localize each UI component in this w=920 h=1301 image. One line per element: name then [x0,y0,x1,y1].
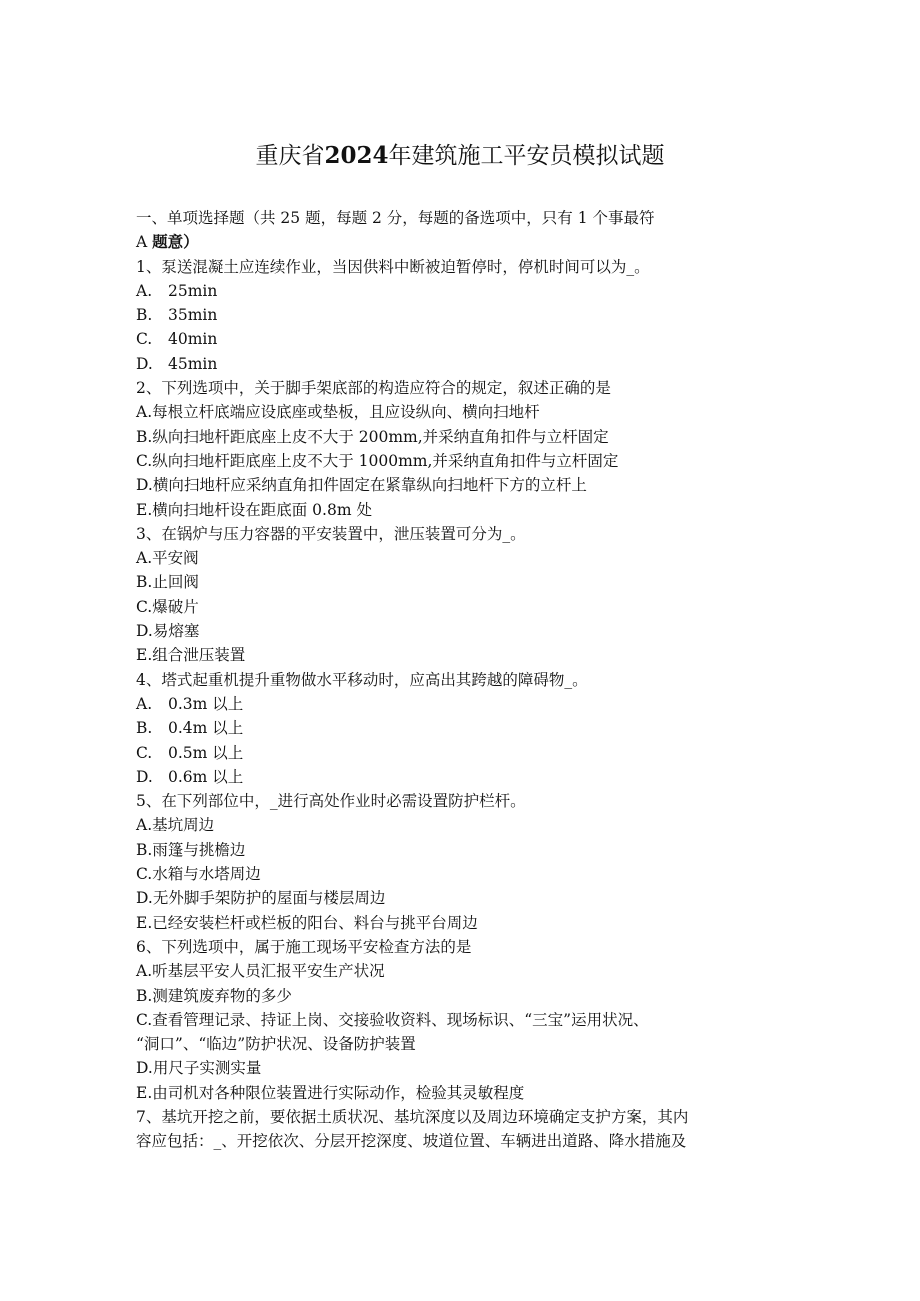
option-label: D. [136,354,153,373]
option-text: 无外脚手架防护的屋面与楼层周边 [152,889,386,908]
option-label: C. [136,1010,153,1029]
option-text: 0.4m 以上 [168,719,244,738]
question-7 [136,1105,796,1154]
option-text: 横向扫地杆设在距底面 0.8m 处 [152,500,372,519]
option-text: 雨篷与挑檐边 [152,840,246,859]
option-text: 测建筑废弃物的多少 [152,986,292,1005]
option-c [136,595,796,619]
question-stem: 6、下列选项中，属于施工现场平安检查方法的是 [136,937,472,956]
option-label: A. [136,403,153,422]
question-list [136,255,796,1154]
option-c [136,327,796,351]
option-text: 查看管理记录、持证上岗、交接验收资料、现场标识、“三宝”运用状况、 [152,1010,649,1029]
option-d [136,352,796,376]
option-text: 组合泄压装置 [152,646,246,665]
option-label: C. [136,597,153,616]
option-b [136,838,796,862]
question-stem: 4、塔式起重机提升重物做水平移动时，应高出其跨越的障碍物_。 [136,670,588,689]
option-text: 水箱与水塔周边 [152,865,261,884]
title-prefix: 重庆省 [255,143,325,169]
option-b [136,425,796,449]
option-label: E. [136,913,153,932]
option-text: 40min [168,330,218,349]
option-text: 平安阀 [152,549,199,568]
option-label: E. [136,1083,153,1102]
option-d [136,886,796,910]
section-heading-line1: 一、单项选择题（共 25 题，每题 2 分，每题的备选项中，只有 1 个事最符 [136,209,655,227]
option-c [136,862,796,886]
option-text-continued: “洞口”、“临边”防护状况、设备防护装置 [136,1035,416,1054]
option-label: B. [136,306,153,325]
option-text: 爆破片 [152,597,199,616]
option-text: 25min [168,281,218,300]
option-text: 35min [168,306,218,325]
section-heading-suffix: 题意） [152,232,199,252]
question-1 [136,255,796,376]
option-text: 听基层平安人员汇报平安生产状况 [152,962,385,981]
option-d [136,1056,796,1080]
question-stem: 3、在锅炉与压力容器的平安装置中，泄压装置可分为_。 [136,524,526,543]
option-text: 横向扫地杆应采纳直角扣件固定在紧靠纵向扫地杆下方的立杆上 [152,476,587,495]
option-label: B. [136,427,153,446]
option-a [136,813,796,837]
option-a [136,692,796,716]
option-text: 易熔塞 [152,622,200,641]
option-e [136,643,796,667]
option-e [136,498,796,522]
option-c [136,741,796,765]
document-body [136,206,796,1154]
option-b [136,570,796,594]
option-a [136,400,796,424]
question-stem: 5、在下列部位中，_进行高处作业时必需设置防护栏杆。 [136,792,526,811]
section-heading-line2 [136,230,796,254]
option-label: C. [136,330,153,349]
option-label: A. [136,549,153,568]
option-label: D. [136,476,153,495]
question-4 [136,668,796,789]
question-3 [136,522,796,668]
option-label: B. [136,573,153,592]
option-text: 用尺子实测实量 [152,1059,262,1078]
option-label: D. [136,1059,153,1078]
option-c [136,449,796,473]
title-year: 2024 [324,142,389,169]
question-2 [136,376,796,522]
option-label: B. [136,986,153,1005]
option-a [136,279,796,303]
option-text: 纵向扫地杆距底座上皮不大于 200mm,并采纳直角扣件与立杆固定 [152,427,609,446]
option-label: D. [136,767,153,786]
option-label: C. [136,865,153,884]
option-a [136,546,796,570]
option-a [136,959,796,983]
option-label: E. [136,646,153,665]
option-d [136,473,796,497]
option-text: 0.5m 以上 [168,743,244,762]
option-label: A. [136,694,153,713]
option-b [136,984,796,1008]
option-label: D. [136,622,153,641]
option-text: 已经安装栏杆或栏板的阳台、料台与挑平台周边 [152,913,478,932]
option-d [136,765,796,789]
option-label: D. [136,889,153,908]
title-suffix: 年建筑施工平安员模拟试题 [388,143,665,169]
option-label: B. [136,840,153,859]
option-b [136,303,796,327]
option-label: A. [136,816,153,835]
option-text: 每根立杆底端应设底座或垫板，且应设纵向、横向扫地杆 [152,403,540,422]
question-6 [136,935,796,1105]
option-text: 0.6m 以上 [168,767,244,786]
question-5 [136,789,796,935]
option-text: 45min [168,354,218,373]
option-label: A. [136,281,153,300]
option-label: E. [136,500,153,519]
option-e [136,911,796,935]
section-heading-letter: A [136,233,153,252]
question-stem: 2、下列选项中，关于脚手架底部的构造应符合的规定，叙述正确的是 [136,379,611,398]
option-text: 止回阀 [152,573,199,592]
option-d [136,619,796,643]
option-text: 0.3m 以上 [168,694,244,713]
option-b [136,716,796,740]
option-e [136,1081,796,1105]
option-text: 基坑周边 [152,816,215,835]
option-label: B. [136,719,153,738]
question-stem: 1、泵送混凝土应连续作业，当因供料中断被迫暂停时，停机时间可以为_。 [136,257,650,276]
option-text: 纵向扫地杆距底座上皮不大于 1000mm,并采纳直角扣件与立杆固定 [152,451,619,470]
question-stem: 容应包括：_、开挖依次、分层开挖深度、坡道位置、车辆进出道路、降水措施及 [136,1132,687,1151]
page-title [0,140,920,172]
option-label: A. [136,962,153,981]
option-label: C. [136,743,153,762]
question-stem: 7、基坑开挖之前，要依据土质状况、基坑深度以及周边环境确定支护方案，其内 [136,1107,689,1126]
option-label: C. [136,451,153,470]
option-text: 由司机对各种限位装置进行实际动作，检验其灵敏程度 [152,1083,525,1102]
option-c [136,1008,796,1032]
